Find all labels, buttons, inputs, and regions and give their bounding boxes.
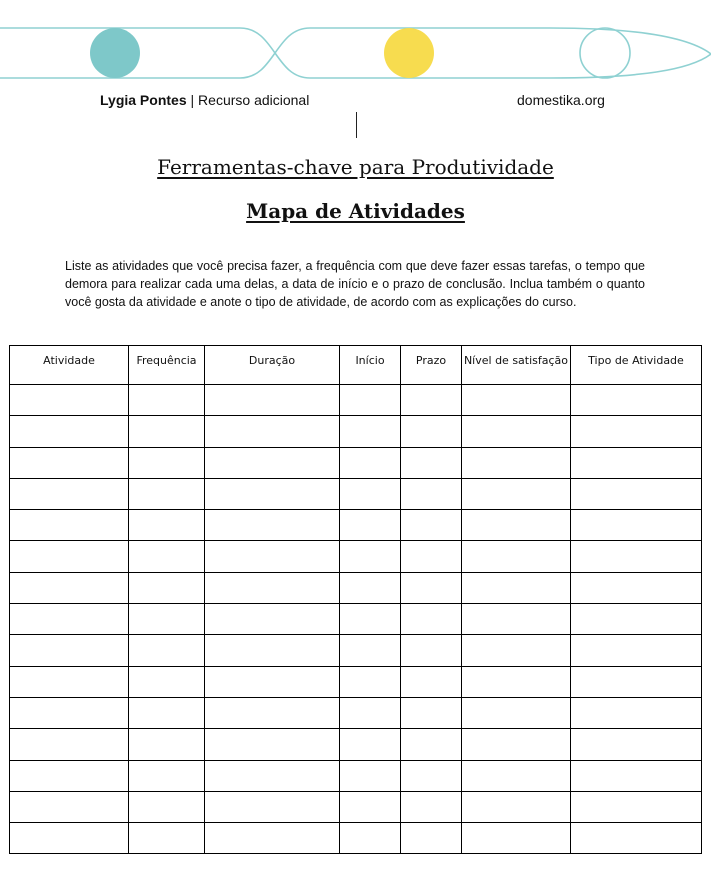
col-header-frequencia: Frequência (129, 346, 205, 385)
table-row (10, 572, 702, 603)
table-cell[interactable] (340, 666, 401, 697)
table-row (10, 604, 702, 635)
table-cell[interactable] (340, 697, 401, 728)
table-cell[interactable] (129, 760, 205, 791)
table-cell[interactable] (571, 697, 702, 728)
table-cell[interactable] (340, 635, 401, 666)
table-row (10, 729, 702, 760)
table-cell[interactable] (10, 635, 129, 666)
table-cell[interactable] (401, 729, 462, 760)
table-cell[interactable] (401, 823, 462, 854)
table-cell[interactable] (205, 729, 340, 760)
table-cell[interactable] (462, 823, 571, 854)
table-cell[interactable] (462, 478, 571, 509)
table-row (10, 447, 702, 478)
document-subtitle: Mapa de Atividades (246, 199, 465, 223)
table-cell[interactable] (205, 604, 340, 635)
table-cell[interactable] (571, 447, 702, 478)
table-cell[interactable] (129, 666, 205, 697)
table-cell[interactable] (571, 572, 702, 603)
table-cell[interactable] (340, 541, 401, 572)
table-cell[interactable] (10, 823, 129, 854)
table-cell[interactable] (401, 760, 462, 791)
table-cell[interactable] (129, 791, 205, 822)
col-header-atividade: Atividade (10, 346, 129, 385)
table-cell[interactable] (340, 729, 401, 760)
table-cell[interactable] (571, 604, 702, 635)
table-row (10, 510, 702, 541)
table-cell[interactable] (10, 604, 129, 635)
table-cell[interactable] (462, 604, 571, 635)
table-row (10, 541, 702, 572)
table-cell[interactable] (129, 385, 205, 416)
table-row (10, 385, 702, 416)
table-cell[interactable] (462, 541, 571, 572)
table-cell[interactable] (462, 416, 571, 447)
table-cell[interactable] (462, 510, 571, 541)
table-cell[interactable] (401, 572, 462, 603)
table-cell[interactable] (205, 697, 340, 728)
table-cell[interactable] (129, 541, 205, 572)
table-cell[interactable] (571, 510, 702, 541)
table-cell[interactable] (10, 510, 129, 541)
table-row (10, 666, 702, 697)
table-cell[interactable] (340, 510, 401, 541)
col-header-nivel-satisfacao: Nível de satisfação (462, 346, 571, 385)
table-cell[interactable] (340, 823, 401, 854)
table-cell[interactable] (340, 478, 401, 509)
author-line (100, 92, 309, 108)
resource-label: Recurso adicional (198, 92, 310, 108)
table-cell[interactable] (205, 572, 340, 603)
table-row (10, 791, 702, 822)
activities-table (9, 345, 702, 854)
col-header-prazo: Prazo (401, 346, 462, 385)
table-cell[interactable] (129, 823, 205, 854)
table-cell[interactable] (571, 729, 702, 760)
table-cell[interactable] (340, 416, 401, 447)
document-title: Ferramentas-chave para Produtividade (157, 155, 554, 179)
col-header-duracao: Duração (205, 346, 340, 385)
table-cell[interactable] (10, 791, 129, 822)
table-cell[interactable] (205, 416, 340, 447)
table-cell[interactable] (401, 510, 462, 541)
table-cell[interactable] (462, 385, 571, 416)
table-cell[interactable] (10, 697, 129, 728)
table-cell[interactable] (129, 510, 205, 541)
table-cell[interactable] (10, 760, 129, 791)
table-cell[interactable] (462, 791, 571, 822)
table-cell[interactable] (340, 385, 401, 416)
table-cell[interactable] (205, 666, 340, 697)
author-name: Lygia Pontes (100, 92, 187, 108)
table-cell[interactable] (571, 478, 702, 509)
table-cell[interactable] (10, 541, 129, 572)
table-body (10, 385, 702, 854)
table-header-row (10, 346, 702, 385)
table-cell[interactable] (340, 447, 401, 478)
table-cell[interactable] (462, 729, 571, 760)
table-cell[interactable] (401, 635, 462, 666)
table-cell[interactable] (340, 572, 401, 603)
table-cell[interactable] (10, 447, 129, 478)
table-cell[interactable] (129, 729, 205, 760)
table-cell[interactable] (462, 572, 571, 603)
table-cell[interactable] (340, 791, 401, 822)
table-cell[interactable] (462, 760, 571, 791)
table-cell[interactable] (10, 666, 129, 697)
table-cell[interactable] (205, 635, 340, 666)
table-cell[interactable] (401, 447, 462, 478)
table-cell[interactable] (340, 760, 401, 791)
table-cell[interactable] (401, 791, 462, 822)
table-cell[interactable] (462, 447, 571, 478)
table-cell[interactable] (10, 416, 129, 447)
table-cell[interactable] (129, 416, 205, 447)
instructions-paragraph: Liste as atividades que você precisa fazer, a frequência com que deve fazer essas tarefas, o tempo que demora para realizar cada uma delas, a data de início e o prazo de conclusão. Inclua também o quanto você gosta da atividade e anote o tipo de atividade, de acordo com as explicações do curso. (65, 259, 645, 310)
table-cell[interactable] (205, 791, 340, 822)
table-row (10, 478, 702, 509)
table-cell[interactable] (10, 572, 129, 603)
table-cell[interactable] (129, 572, 205, 603)
col-header-inicio: Início (340, 346, 401, 385)
divider (356, 112, 357, 138)
table-cell[interactable] (571, 823, 702, 854)
table-cell[interactable] (571, 541, 702, 572)
table-cell[interactable] (10, 478, 129, 509)
outline-circle (580, 28, 630, 78)
table-cell[interactable] (571, 791, 702, 822)
table-cell[interactable] (571, 760, 702, 791)
yellow-circle (384, 28, 434, 78)
table-cell[interactable] (462, 666, 571, 697)
table-cell[interactable] (401, 416, 462, 447)
table-cell[interactable] (571, 416, 702, 447)
header-decoration (0, 0, 711, 90)
table-cell[interactable] (129, 604, 205, 635)
table-row (10, 760, 702, 791)
table-cell[interactable] (10, 385, 129, 416)
table-cell[interactable] (571, 385, 702, 416)
table-cell[interactable] (205, 447, 340, 478)
col-header-tipo-atividade: Tipo de Atividade (571, 346, 702, 385)
table-cell[interactable] (10, 729, 129, 760)
table-cell[interactable] (205, 510, 340, 541)
teal-circle (90, 28, 140, 78)
table-row (10, 416, 702, 447)
table-cell[interactable] (129, 478, 205, 509)
table-cell[interactable] (205, 823, 340, 854)
table-cell[interactable] (129, 697, 205, 728)
table-cell[interactable] (571, 666, 702, 697)
table-cell[interactable] (401, 697, 462, 728)
table-row (10, 697, 702, 728)
table-cell[interactable] (129, 447, 205, 478)
table-cell[interactable] (462, 697, 571, 728)
table-cell[interactable] (340, 604, 401, 635)
table-cell[interactable] (571, 635, 702, 666)
table-cell[interactable] (205, 478, 340, 509)
table-cell[interactable] (401, 478, 462, 509)
site-url: domestika.org (517, 92, 605, 108)
table-cell[interactable] (205, 541, 340, 572)
table-cell[interactable] (462, 635, 571, 666)
table-cell[interactable] (401, 385, 462, 416)
table-cell[interactable] (401, 541, 462, 572)
table-cell[interactable] (129, 635, 205, 666)
author-separator: | (186, 92, 199, 108)
table-row (10, 823, 702, 854)
table-cell[interactable] (401, 604, 462, 635)
table-row (10, 635, 702, 666)
table-cell[interactable] (205, 760, 340, 791)
table-cell[interactable] (401, 666, 462, 697)
table-cell[interactable] (205, 385, 340, 416)
